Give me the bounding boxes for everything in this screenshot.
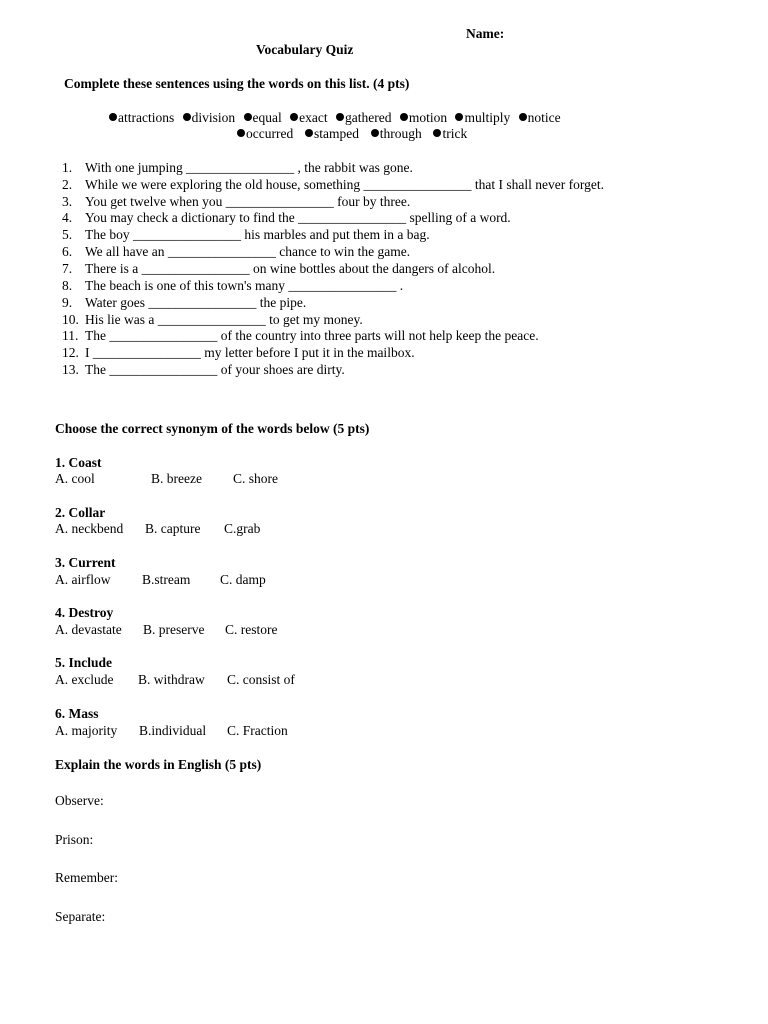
sentence-item: 1. With one jumping ________________ , the rabbit was gone. <box>62 160 413 175</box>
option-b: B.stream <box>142 572 191 587</box>
bullet-icon <box>371 129 379 137</box>
explain-word-prison: Prison: <box>55 832 94 847</box>
sentence-item: 7. There is a ________________ on wine bottles about the dangers of alcohol. <box>62 261 496 276</box>
option-b: B. capture <box>145 521 201 536</box>
option-c: C.grab <box>224 521 261 536</box>
option-a: A. devastate <box>55 622 122 637</box>
question-title: 2. Collar <box>55 505 106 520</box>
word-bank-row-2 <box>232 126 467 142</box>
explain-word-separate: Separate: <box>55 909 106 924</box>
sentence-item: 4. You may check a dictionary to find the ________________ spelling of a word. <box>62 210 511 225</box>
word-bank-item: notice <box>514 110 561 125</box>
word-bank-row-1 <box>104 110 561 126</box>
section1-instructions: Complete these sentences using the words on this list. (4 pts) <box>64 76 410 91</box>
explain-word-remember: Remember: <box>55 870 118 885</box>
word-bank-item: multiply <box>450 110 510 125</box>
option-b: B.individual <box>139 723 207 738</box>
bullet-icon <box>519 113 527 121</box>
question-title: 5. Include <box>55 655 113 670</box>
bullet-icon <box>109 113 117 121</box>
word-bank-item: attractions <box>104 110 174 125</box>
option-a: A. airflow <box>55 572 111 587</box>
option-a: A. exclude <box>55 672 114 687</box>
bullet-icon <box>237 129 245 137</box>
option-c: C. consist of <box>227 672 295 687</box>
word-bank-item: stamped <box>300 126 359 141</box>
bullet-icon <box>336 113 344 121</box>
sentence-item: 11. The ________________ of the country into three parts will not help keep the peace. <box>62 328 539 343</box>
question-title: 6. Mass <box>55 706 99 721</box>
word-bank-item: trick <box>428 126 467 141</box>
option-a: A. majority <box>55 723 118 738</box>
option-a: A. cool <box>55 471 95 486</box>
bullet-icon <box>400 113 408 121</box>
name-label: Name: <box>466 26 505 41</box>
option-c: C. Fraction <box>227 723 288 738</box>
word-bank-item: motion <box>395 110 447 125</box>
sentence-item: 9. Water goes ________________ the pipe. <box>62 295 307 310</box>
option-c: C. restore <box>225 622 278 637</box>
word-bank-item: equal <box>239 110 282 125</box>
word-bank-item: through <box>366 126 422 141</box>
section3-instructions: Explain the words in English (5 pts) <box>55 757 262 772</box>
option-b: B. preserve <box>143 622 205 637</box>
option-a: A. neckbend <box>55 521 124 536</box>
section2-instructions: Choose the correct synonym of the words below (5 pts) <box>55 421 370 436</box>
option-c: C. shore <box>233 471 278 486</box>
word-bank-item: gathered <box>331 110 391 125</box>
sentence-item: 13. The ________________ of your shoes are dirty. <box>62 362 345 377</box>
word-bank-item: occurred <box>232 126 293 141</box>
page-title: Vocabulary Quiz <box>256 42 354 57</box>
explain-word-observe: Observe: <box>55 793 104 808</box>
bullet-icon <box>455 113 463 121</box>
bullet-icon <box>433 129 441 137</box>
bullet-icon <box>290 113 298 121</box>
word-bank-item: division <box>178 110 236 125</box>
word-bank-item: exact <box>285 110 327 125</box>
bullet-icon <box>244 113 252 121</box>
sentence-item: 6. We all have an ________________ chance to win the game. <box>62 244 411 259</box>
question-title: 1. Coast <box>55 455 102 470</box>
question-title: 4. Destroy <box>55 605 114 620</box>
sentence-item: 12. I ________________ my letter before I put it in the mailbox. <box>62 345 415 360</box>
sentence-item: 10. His lie was a ________________ to get my money. <box>62 312 363 327</box>
sentence-item: 5. The boy ________________ his marbles and put them in a bag. <box>62 227 430 242</box>
bullet-icon <box>305 129 313 137</box>
question-title: 3. Current <box>55 555 116 570</box>
option-c: C. damp <box>220 572 266 587</box>
sentence-item: 8. The beach is one of this town's many ________________ . <box>62 278 404 293</box>
sentence-item: 3. You get twelve when you ________________ four by three. <box>62 194 411 209</box>
option-b: B. breeze <box>151 471 202 486</box>
bullet-icon <box>183 113 191 121</box>
option-b: B. withdraw <box>138 672 205 687</box>
sentence-item: 2. While we were exploring the old house, something ________________ that I shall never forget. <box>62 177 605 192</box>
